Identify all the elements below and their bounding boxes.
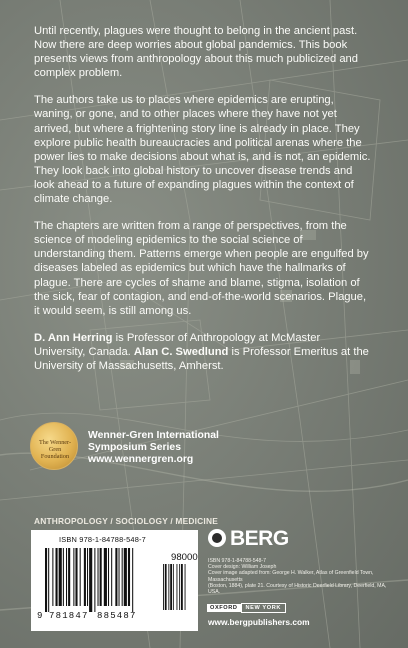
blurb-paragraph-1: Until recently, plagues were thought to belong in the ancient past. Now there are deep worries about global pandemics. This book presents views from anthropology about this much publicized and complex problem. <box>34 25 358 80</box>
barcode-bar <box>115 548 117 606</box>
barcode-bar <box>59 548 62 606</box>
barcode-addon-bar <box>163 564 164 610</box>
city-new-york: NEW YORK <box>241 603 286 613</box>
barcode-addon-bar <box>177 564 178 610</box>
credit-line-1: ISBN 978-1-84788-548-7 <box>208 558 266 564</box>
wenner-gren-line-2: Symposium Series <box>88 441 181 453</box>
barcode-addon-bar <box>170 564 172 610</box>
barcode-bar <box>132 548 133 612</box>
blurb-paragraph-3: The chapters are written from a range of perspectives, from the science of modeling epidemics to the social science of understanding them. Patterns emerge when people are engulfed by diseases labeled as epidemics but which have the hallmarks of plague. There are cycles of shame and blame, stigma, isolation of the sick, fear of contagion, and end-of-the-world scenarios. Plague, it would seem, is still among us. <box>34 220 369 317</box>
credit-line-4: (Boston, 1884), plate 21. Courtesy of Historic Deerfield Library, Deerfield, MA, USA. <box>208 582 387 596</box>
barcode-addon-bar <box>179 564 180 610</box>
barcode-bar <box>80 548 81 606</box>
subject-categories: ANTHROPOLOGY / SOCIOLOGY / MEDICINE <box>34 516 218 526</box>
barcode-addon-bar <box>181 564 183 610</box>
author-name-1: D. Ann Herring <box>34 331 113 344</box>
barcode-digits-group-2: 885487 <box>97 611 137 620</box>
wenner-gren-url: www.wennergren.org <box>88 453 194 465</box>
publisher-url[interactable]: www.bergpublishers.com <box>208 617 310 627</box>
barcode-bar <box>128 548 130 606</box>
barcode-bar <box>87 548 88 606</box>
cover-credits <box>208 558 398 595</box>
credit-line-3: Cover image adapted from: George H. Walker, Atlas of Greenfield Town, Massachusetts <box>208 570 374 583</box>
barcode-bar <box>104 548 107 606</box>
barcode-digits-group-1: 781847 <box>49 611 89 620</box>
isbn-label: ISBN 978-1-84788-548-7 <box>59 535 146 544</box>
barcode-digit-first: 9 <box>37 611 43 620</box>
wenner-gren-line-1: Wenner-Gren International <box>88 430 219 441</box>
publisher-name: BERG <box>230 527 289 550</box>
barcode-bar <box>124 548 127 606</box>
barcode-bar <box>48 548 49 612</box>
barcode-bar <box>89 548 92 612</box>
barcode-addon-bar <box>165 564 167 610</box>
author-bio <box>34 331 374 373</box>
barcode-bar <box>108 548 109 606</box>
credit-line-2: Cover design: William Joseph <box>208 564 277 571</box>
barcode-bar <box>94 548 95 612</box>
barcode-bar <box>73 548 74 606</box>
barcode-bar <box>98 548 99 606</box>
author-name-2: Alan C. Swedlund <box>133 345 229 358</box>
wenner-gren-block <box>30 422 290 470</box>
blurb-paragraph-2: The authors take us to places where epidemics are erupting, waning, or gone, and to other places where they have not yet arrived, but where a frightening story line is already in place. They explore public health bureaucracies and political arenas where the power lies to make decisions about what is, and is not, an epidemic. They look back into global history to uncover disease trends and look ahead to a future of expanding plagues within the context of climate change. <box>34 94 371 206</box>
barcode-bar <box>45 548 47 612</box>
barcode-bar <box>56 548 58 606</box>
barcode-bar <box>100 548 102 606</box>
barcode-bar <box>84 548 86 606</box>
barcode-addon-bar <box>185 564 186 610</box>
barcode-bar <box>75 548 77 606</box>
city-oxford: OXFORD <box>207 604 241 612</box>
author-bio-1: is Professor of Anthropology at McMaster University, Canada. <box>34 331 321 358</box>
barcode-addon-bar <box>168 564 169 610</box>
berg-logo <box>208 527 328 549</box>
barcode-addon-bar <box>173 564 174 610</box>
barcode-bar <box>68 548 70 606</box>
publisher-cities <box>207 603 286 613</box>
barcode-bar <box>63 548 64 606</box>
barcode-bar <box>119 548 120 606</box>
wenner-gren-text <box>88 430 219 465</box>
barcode-bar <box>52 548 53 606</box>
wenner-gren-seal-text: The Wenner-Gren Foundation <box>38 439 72 460</box>
barcode-panel <box>31 530 198 631</box>
berg-mark-icon <box>208 529 226 547</box>
price-code: 98000 <box>171 552 198 563</box>
barcode-bar <box>111 548 112 606</box>
barcode-bar <box>66 548 67 606</box>
back-cover-text <box>34 24 374 386</box>
barcode-bar <box>122 548 123 606</box>
author-bio-2: is Professor Emeritus at the University of Massachusetts, Amherst. <box>34 345 369 372</box>
wenner-gren-seal-icon <box>30 422 78 470</box>
